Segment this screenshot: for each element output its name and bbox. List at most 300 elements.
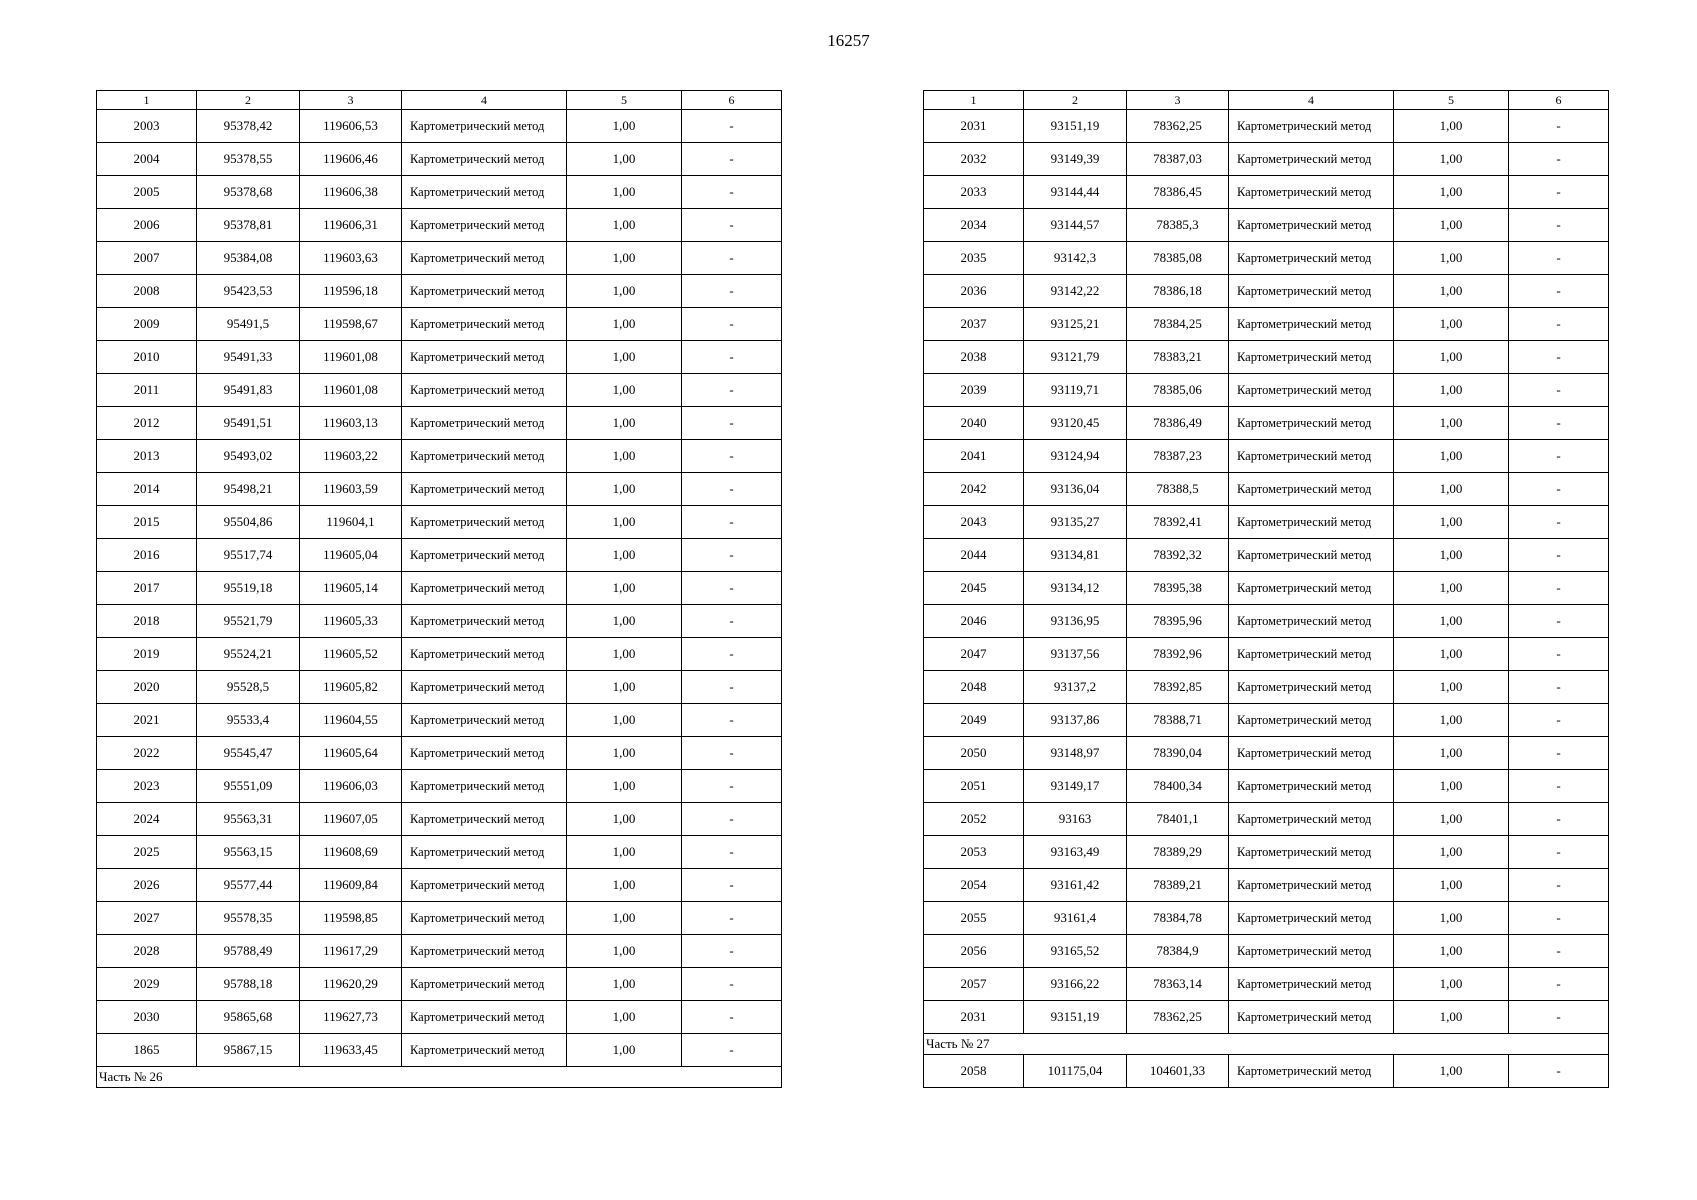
cell-col-4: Картометрический метод	[402, 440, 567, 473]
cell-col-2: 95498,21	[197, 473, 300, 506]
cell-col-4: Картометрический метод	[402, 902, 567, 935]
header-row	[97, 91, 782, 110]
cell-col-4: Картометрический метод	[1229, 803, 1394, 836]
cell-col-4: Картометрический метод	[402, 935, 567, 968]
cell-col-2: 93136,95	[1024, 605, 1127, 638]
cell-col-5: 1,00	[1394, 209, 1509, 242]
table-row	[924, 869, 1609, 902]
cell-col-1: 2005	[97, 176, 197, 209]
cell-col-4: Картометрический метод	[402, 605, 567, 638]
cell-col-1: 2040	[924, 407, 1024, 440]
cell-col-4: Картометрический метод	[402, 671, 567, 704]
table-row	[97, 1034, 782, 1067]
cell-col-3: 78384,9	[1127, 935, 1229, 968]
cell-col-4: Картометрический метод	[1229, 242, 1394, 275]
cell-col-5: 1,00	[567, 770, 682, 803]
cell-col-3: 78383,21	[1127, 341, 1229, 374]
cell-col-1: 2008	[97, 275, 197, 308]
cell-col-6: -	[682, 605, 782, 638]
cell-col-5: 1,00	[567, 671, 682, 704]
cell-col-6: -	[682, 902, 782, 935]
cell-col-4: Картометрический метод	[1229, 407, 1394, 440]
cell-col-2: 93166,22	[1024, 968, 1127, 1001]
cell-col-3: 78390,04	[1127, 737, 1229, 770]
cell-col-2: 95524,21	[197, 638, 300, 671]
cell-col-5: 1,00	[567, 704, 682, 737]
cell-col-3: 119609,84	[300, 869, 402, 902]
cell-col-1: 2013	[97, 440, 197, 473]
cell-col-2: 95517,74	[197, 539, 300, 572]
cell-col-4: Картометрический метод	[402, 407, 567, 440]
column-header-2: 2	[197, 91, 300, 110]
cell-col-6: -	[1509, 968, 1609, 1001]
cell-col-2: 95491,83	[197, 374, 300, 407]
cell-col-1: 2023	[97, 770, 197, 803]
cell-col-5: 1,00	[567, 176, 682, 209]
cell-col-2: 93137,86	[1024, 704, 1127, 737]
cell-col-3: 119620,29	[300, 968, 402, 1001]
table-row	[924, 308, 1609, 341]
table-row	[97, 506, 782, 539]
cell-col-5: 1,00	[567, 968, 682, 1001]
cell-col-3: 119607,05	[300, 803, 402, 836]
cell-col-3: 119603,13	[300, 407, 402, 440]
cell-col-1: 2017	[97, 572, 197, 605]
cell-col-4: Картометрический метод	[1229, 473, 1394, 506]
cell-col-3: 78388,71	[1127, 704, 1229, 737]
cell-col-3: 78388,5	[1127, 473, 1229, 506]
cell-col-4: Картометрический метод	[402, 770, 567, 803]
cell-col-5: 1,00	[1394, 341, 1509, 374]
cell-col-2: 95378,42	[197, 110, 300, 143]
cell-col-1: 2028	[97, 935, 197, 968]
cell-col-6: -	[1509, 209, 1609, 242]
cell-col-6: -	[1509, 605, 1609, 638]
table-row	[97, 803, 782, 836]
table-row	[97, 869, 782, 902]
cell-col-3: 78387,03	[1127, 143, 1229, 176]
cell-col-6: -	[1509, 506, 1609, 539]
cell-col-2: 95378,68	[197, 176, 300, 209]
cell-col-1: 2006	[97, 209, 197, 242]
cell-col-2: 93163	[1024, 803, 1127, 836]
cell-col-5: 1,00	[1394, 110, 1509, 143]
cell-col-6: -	[1509, 704, 1609, 737]
cell-col-5: 1,00	[567, 209, 682, 242]
table-row	[924, 440, 1609, 473]
cell-col-3: 78385,08	[1127, 242, 1229, 275]
table-row	[97, 638, 782, 671]
cell-col-3: 119605,33	[300, 605, 402, 638]
cell-col-2: 95528,5	[197, 671, 300, 704]
cell-col-1: 2020	[97, 671, 197, 704]
cell-col-6: -	[682, 1034, 782, 1067]
cell-col-2: 95551,09	[197, 770, 300, 803]
cell-col-1: 2051	[924, 770, 1024, 803]
cell-col-4: Картометрический метод	[402, 176, 567, 209]
cell-col-6: -	[682, 440, 782, 473]
cell-col-5: 1,00	[567, 374, 682, 407]
cell-col-3: 119598,67	[300, 308, 402, 341]
table-row	[924, 737, 1609, 770]
table-row	[97, 671, 782, 704]
cell-col-6: -	[1509, 440, 1609, 473]
cell-col-1: 2052	[924, 803, 1024, 836]
coordinates-table-right	[923, 90, 1609, 1088]
cell-col-2: 93142,22	[1024, 275, 1127, 308]
cell-col-1: 2011	[97, 374, 197, 407]
cell-col-3: 119598,85	[300, 902, 402, 935]
cell-col-6: -	[1509, 902, 1609, 935]
cell-col-5: 1,00	[567, 143, 682, 176]
cell-col-3: 104601,33	[1127, 1055, 1229, 1088]
cell-col-3: 119627,73	[300, 1001, 402, 1034]
table-row	[924, 572, 1609, 605]
cell-col-1: 2004	[97, 143, 197, 176]
cell-col-4: Картометрический метод	[1229, 1055, 1394, 1088]
cell-col-1: 2047	[924, 638, 1024, 671]
cell-col-3: 78389,21	[1127, 869, 1229, 902]
cell-col-3: 78389,29	[1127, 836, 1229, 869]
cell-col-1: 2057	[924, 968, 1024, 1001]
cell-col-1: 2019	[97, 638, 197, 671]
cell-col-6: -	[1509, 1055, 1609, 1088]
cell-col-6: -	[682, 737, 782, 770]
cell-col-6: -	[1509, 341, 1609, 374]
cell-col-2: 95788,49	[197, 935, 300, 968]
table-row	[97, 176, 782, 209]
cell-col-6: -	[682, 770, 782, 803]
cell-col-4: Картометрический метод	[402, 968, 567, 1001]
cell-col-1: 2039	[924, 374, 1024, 407]
cell-col-2: 95865,68	[197, 1001, 300, 1034]
table-row	[924, 407, 1609, 440]
cell-col-3: 119605,04	[300, 539, 402, 572]
cell-col-5: 1,00	[1394, 737, 1509, 770]
cell-col-1: 2038	[924, 341, 1024, 374]
column-header-5: 5	[1394, 91, 1509, 110]
cell-col-2: 93161,42	[1024, 869, 1127, 902]
cell-col-1: 1865	[97, 1034, 197, 1067]
cell-col-5: 1,00	[1394, 1055, 1509, 1088]
cell-col-6: -	[1509, 671, 1609, 704]
table-row	[97, 539, 782, 572]
table-row	[924, 1055, 1609, 1088]
cell-col-5: 1,00	[1394, 506, 1509, 539]
cell-col-2: 95533,4	[197, 704, 300, 737]
cell-col-3: 119617,29	[300, 935, 402, 968]
cell-col-3: 78384,25	[1127, 308, 1229, 341]
cell-col-2: 93149,17	[1024, 770, 1127, 803]
cell-col-2: 95491,51	[197, 407, 300, 440]
cell-col-6: -	[682, 671, 782, 704]
cell-col-3: 119606,38	[300, 176, 402, 209]
table-row	[97, 440, 782, 473]
cell-col-2: 95578,35	[197, 902, 300, 935]
table-row	[97, 308, 782, 341]
cell-col-1: 2056	[924, 935, 1024, 968]
table-row	[97, 935, 782, 968]
cell-col-4: Картометрический метод	[1229, 605, 1394, 638]
cell-col-3: 119606,46	[300, 143, 402, 176]
cell-col-6: -	[682, 407, 782, 440]
cell-col-2: 93134,81	[1024, 539, 1127, 572]
cell-col-3: 78392,32	[1127, 539, 1229, 572]
cell-col-6: -	[682, 869, 782, 902]
cell-col-4: Картометрический метод	[402, 572, 567, 605]
table-row	[97, 605, 782, 638]
table-row	[924, 803, 1609, 836]
cell-col-4: Картометрический метод	[1229, 143, 1394, 176]
cell-col-1: 2016	[97, 539, 197, 572]
cell-col-3: 119633,45	[300, 1034, 402, 1067]
cell-col-6: -	[682, 242, 782, 275]
cell-col-6: -	[682, 275, 782, 308]
table-row	[924, 968, 1609, 1001]
table-row	[97, 407, 782, 440]
cell-col-1: 2033	[924, 176, 1024, 209]
table-row	[924, 704, 1609, 737]
table-row	[97, 836, 782, 869]
cell-col-1: 2055	[924, 902, 1024, 935]
cell-col-3: 119603,59	[300, 473, 402, 506]
cell-col-5: 1,00	[567, 836, 682, 869]
coordinates-table-left	[96, 90, 782, 1088]
table-row	[924, 506, 1609, 539]
column-header-4: 4	[1229, 91, 1394, 110]
cell-col-4: Картометрический метод	[402, 638, 567, 671]
cell-col-2: 95577,44	[197, 869, 300, 902]
cell-col-2: 95563,15	[197, 836, 300, 869]
cell-col-6: -	[1509, 374, 1609, 407]
table-row	[924, 110, 1609, 143]
cell-col-5: 1,00	[567, 638, 682, 671]
cell-col-3: 78395,96	[1127, 605, 1229, 638]
cell-col-5: 1,00	[567, 902, 682, 935]
table-row	[97, 341, 782, 374]
column-header-3: 3	[300, 91, 402, 110]
cell-col-6: -	[682, 836, 782, 869]
cell-col-3: 119605,64	[300, 737, 402, 770]
cell-col-1: 2032	[924, 143, 1024, 176]
section-label: Часть № 27	[924, 1034, 1609, 1055]
cell-col-1: 2029	[97, 968, 197, 1001]
cell-col-5: 1,00	[1394, 671, 1509, 704]
cell-col-6: -	[682, 638, 782, 671]
cell-col-3: 78363,14	[1127, 968, 1229, 1001]
cell-col-4: Картометрический метод	[402, 704, 567, 737]
cell-col-1: 2037	[924, 308, 1024, 341]
cell-col-6: -	[682, 704, 782, 737]
cell-col-1: 2042	[924, 473, 1024, 506]
cell-col-2: 93144,57	[1024, 209, 1127, 242]
cell-col-1: 2015	[97, 506, 197, 539]
cell-col-4: Картометрический метод	[402, 1034, 567, 1067]
section-row	[924, 1034, 1609, 1055]
cell-col-5: 1,00	[1394, 605, 1509, 638]
cell-col-3: 119604,1	[300, 506, 402, 539]
cell-col-2: 101175,04	[1024, 1055, 1127, 1088]
column-header-5: 5	[567, 91, 682, 110]
cell-col-4: Картометрический метод	[1229, 1001, 1394, 1034]
cell-col-6: -	[682, 110, 782, 143]
cell-col-4: Картометрический метод	[1229, 110, 1394, 143]
cell-col-1: 2014	[97, 473, 197, 506]
cell-col-4: Картометрический метод	[1229, 869, 1394, 902]
cell-col-5: 1,00	[1394, 407, 1509, 440]
cell-col-6: -	[682, 935, 782, 968]
cell-col-6: -	[1509, 473, 1609, 506]
cell-col-5: 1,00	[1394, 275, 1509, 308]
cell-col-3: 119596,18	[300, 275, 402, 308]
cell-col-5: 1,00	[567, 605, 682, 638]
table-row	[97, 737, 782, 770]
column-header-3: 3	[1127, 91, 1229, 110]
cell-col-4: Картометрический метод	[402, 143, 567, 176]
cell-col-6: -	[682, 1001, 782, 1034]
column-header-1: 1	[97, 91, 197, 110]
cell-col-6: -	[682, 143, 782, 176]
cell-col-6: -	[682, 968, 782, 1001]
cell-col-3: 78395,38	[1127, 572, 1229, 605]
cell-col-3: 78385,06	[1127, 374, 1229, 407]
cell-col-1: 2025	[97, 836, 197, 869]
table-row	[924, 374, 1609, 407]
cell-col-6: -	[682, 803, 782, 836]
cell-col-5: 1,00	[1394, 836, 1509, 869]
cell-col-4: Картометрический метод	[1229, 935, 1394, 968]
cell-col-3: 119605,52	[300, 638, 402, 671]
cell-col-3: 78386,18	[1127, 275, 1229, 308]
cell-col-2: 95788,18	[197, 968, 300, 1001]
cell-col-5: 1,00	[1394, 902, 1509, 935]
cell-col-2: 95378,81	[197, 209, 300, 242]
cell-col-2: 93165,52	[1024, 935, 1127, 968]
cell-col-5: 1,00	[1394, 242, 1509, 275]
cell-col-4: Картометрический метод	[402, 242, 567, 275]
cell-col-5: 1,00	[567, 407, 682, 440]
cell-col-5: 1,00	[567, 275, 682, 308]
cell-col-4: Картометрический метод	[1229, 968, 1394, 1001]
cell-col-2: 93125,21	[1024, 308, 1127, 341]
cell-col-3: 78384,78	[1127, 902, 1229, 935]
cell-col-2: 93142,3	[1024, 242, 1127, 275]
cell-col-2: 95491,33	[197, 341, 300, 374]
table-row	[97, 143, 782, 176]
cell-col-3: 78400,34	[1127, 770, 1229, 803]
cell-col-4: Картометрический метод	[402, 1001, 567, 1034]
cell-col-5: 1,00	[1394, 770, 1509, 803]
cell-col-5: 1,00	[1394, 1001, 1509, 1034]
cell-col-5: 1,00	[1394, 308, 1509, 341]
cell-col-1: 2021	[97, 704, 197, 737]
cell-col-6: -	[1509, 275, 1609, 308]
cell-col-2: 93136,04	[1024, 473, 1127, 506]
cell-col-6: -	[1509, 407, 1609, 440]
cell-col-5: 1,00	[567, 506, 682, 539]
cell-col-3: 119601,08	[300, 374, 402, 407]
cell-col-1: 2043	[924, 506, 1024, 539]
cell-col-4: Картометрический метод	[1229, 209, 1394, 242]
cell-col-5: 1,00	[1394, 968, 1509, 1001]
cell-col-4: Картометрический метод	[402, 869, 567, 902]
cell-col-3: 78392,96	[1127, 638, 1229, 671]
cell-col-3: 119606,53	[300, 110, 402, 143]
cell-col-4: Картометрический метод	[402, 803, 567, 836]
cell-col-5: 1,00	[567, 539, 682, 572]
cell-col-2: 93163,49	[1024, 836, 1127, 869]
cell-col-1: 2036	[924, 275, 1024, 308]
cell-col-3: 119605,14	[300, 572, 402, 605]
cell-col-5: 1,00	[1394, 176, 1509, 209]
cell-col-4: Картометрический метод	[402, 836, 567, 869]
cell-col-2: 93135,27	[1024, 506, 1127, 539]
cell-col-4: Картометрический метод	[402, 374, 567, 407]
cell-col-5: 1,00	[1394, 704, 1509, 737]
cell-col-1: 2045	[924, 572, 1024, 605]
cell-col-2: 95378,55	[197, 143, 300, 176]
cell-col-5: 1,00	[567, 1034, 682, 1067]
table-row	[97, 704, 782, 737]
cell-col-6: -	[1509, 770, 1609, 803]
cell-col-2: 93161,4	[1024, 902, 1127, 935]
cell-col-1: 2031	[924, 110, 1024, 143]
cell-col-5: 1,00	[567, 737, 682, 770]
cell-col-2: 95563,31	[197, 803, 300, 836]
cell-col-4: Картометрический метод	[402, 539, 567, 572]
cell-col-4: Картометрический метод	[1229, 770, 1394, 803]
cell-col-1: 2054	[924, 869, 1024, 902]
cell-col-3: 78401,1	[1127, 803, 1229, 836]
column-header-4: 4	[402, 91, 567, 110]
cell-col-1: 2007	[97, 242, 197, 275]
cell-col-5: 1,00	[567, 341, 682, 374]
cell-col-1: 2012	[97, 407, 197, 440]
cell-col-1: 2031	[924, 1001, 1024, 1034]
cell-col-5: 1,00	[1394, 638, 1509, 671]
cell-col-4: Картометрический метод	[1229, 704, 1394, 737]
cell-col-6: -	[1509, 869, 1609, 902]
cell-col-1: 2044	[924, 539, 1024, 572]
table-row	[924, 341, 1609, 374]
cell-col-2: 93121,79	[1024, 341, 1127, 374]
cell-col-6: -	[1509, 935, 1609, 968]
cell-col-4: Картометрический метод	[402, 275, 567, 308]
cell-col-1: 2048	[924, 671, 1024, 704]
cell-col-5: 1,00	[1394, 539, 1509, 572]
cell-col-1: 2010	[97, 341, 197, 374]
cell-col-2: 93148,97	[1024, 737, 1127, 770]
cell-col-5: 1,00	[1394, 803, 1509, 836]
cell-col-1: 2035	[924, 242, 1024, 275]
cell-col-5: 1,00	[1394, 473, 1509, 506]
cell-col-1: 2003	[97, 110, 197, 143]
cell-col-5: 1,00	[1394, 572, 1509, 605]
cell-col-3: 119604,55	[300, 704, 402, 737]
table-row	[97, 242, 782, 275]
cell-col-2: 95491,5	[197, 308, 300, 341]
cell-col-1: 2058	[924, 1055, 1024, 1088]
cell-col-4: Картометрический метод	[1229, 836, 1394, 869]
section-label: Часть № 26	[97, 1067, 782, 1088]
cell-col-6: -	[682, 308, 782, 341]
cell-col-2: 93151,19	[1024, 1001, 1127, 1034]
table-row	[924, 1001, 1609, 1034]
cell-col-4: Картометрический метод	[402, 737, 567, 770]
cell-col-6: -	[1509, 572, 1609, 605]
cell-col-1: 2026	[97, 869, 197, 902]
cell-col-2: 95493,02	[197, 440, 300, 473]
